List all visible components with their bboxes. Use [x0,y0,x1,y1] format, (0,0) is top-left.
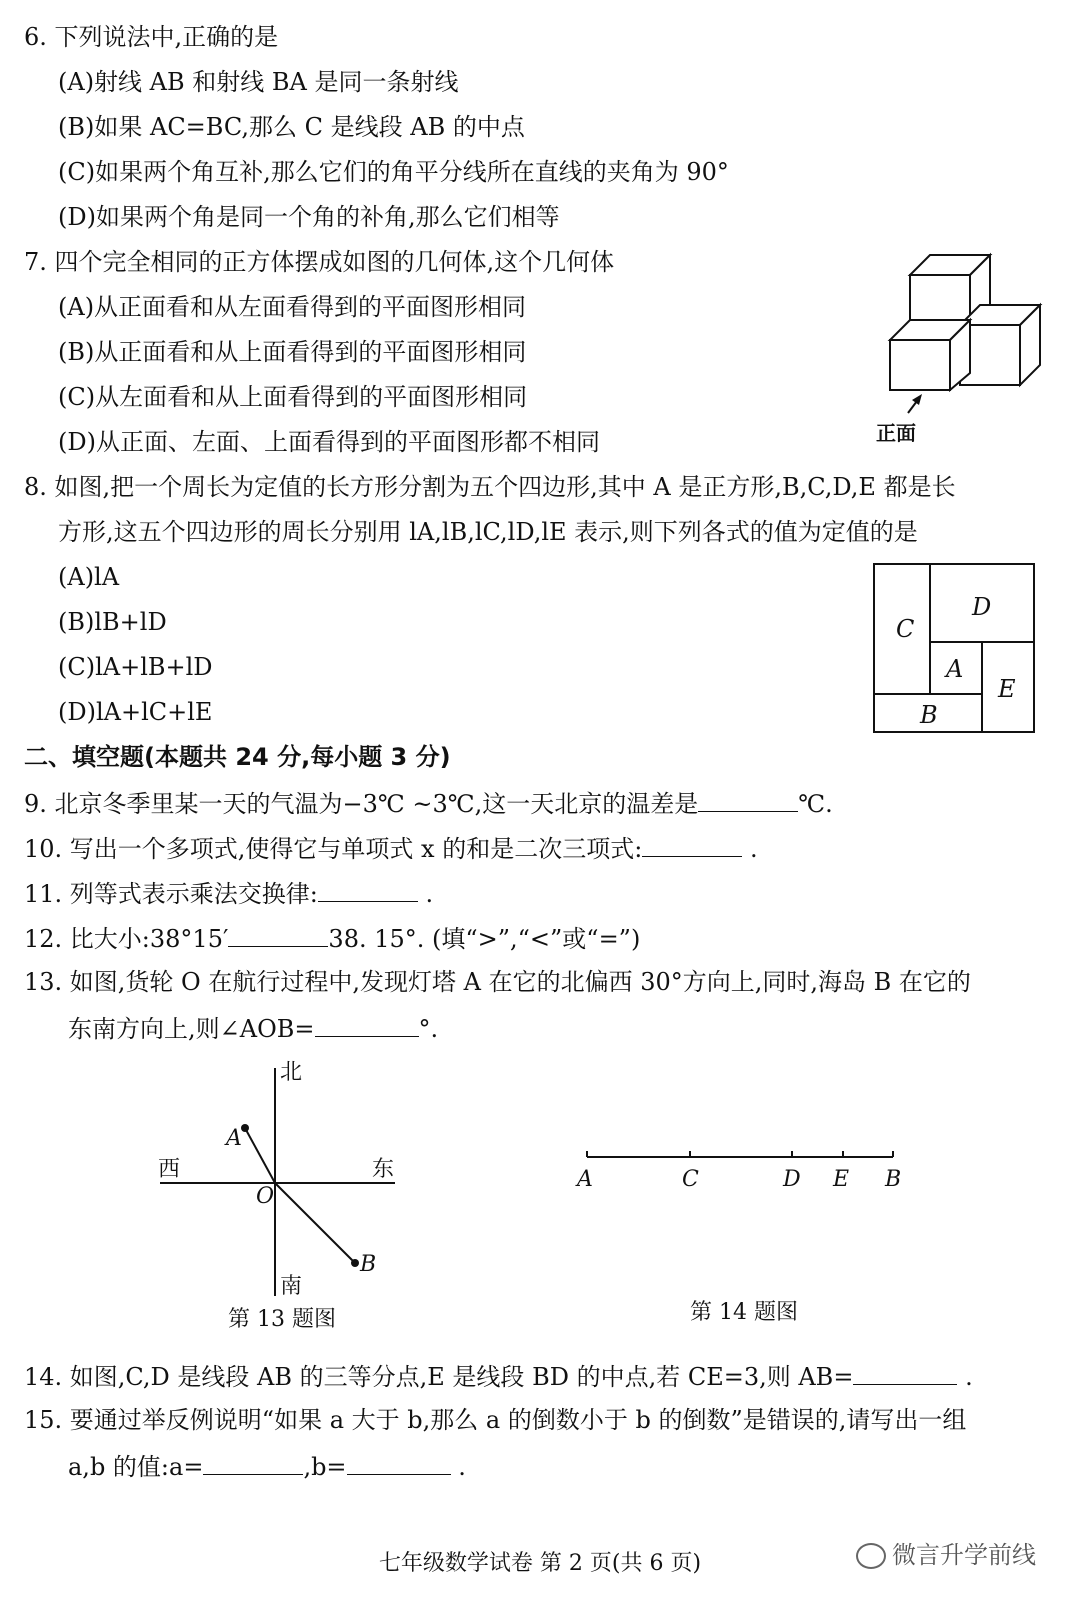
rectangle-partition-figure [872,562,1038,734]
q6-option-d: (D)如果两个角是同一个角的补角,那么它们相等 [58,203,560,231]
q12-answer-blank[interactable] [228,922,328,947]
q7-stem: 7. 四个完全相同的正方体摆成如图的几何体,这个几何体 [24,248,615,276]
q15-text-b: ,b= [303,1453,347,1481]
q8-option-d: (D)lA+lC+lE [58,698,213,726]
point-a-label: A [226,1126,242,1151]
q15-answer-b-blank[interactable] [347,1450,451,1475]
q13-answer-blank[interactable] [315,1012,419,1037]
q11 [24,877,433,909]
q14-figure-caption: 第 14 题图 [690,1300,798,1325]
q12-suffix: 38. 15°. (填“>”,“<”或“=”) [328,925,641,953]
point-b-label: B [360,1252,377,1277]
q14-suffix: . [965,1363,973,1391]
q15-suffix: . [458,1453,466,1481]
seg-point-b: B [885,1167,902,1192]
q10-suffix: . [749,835,758,863]
q14 [24,1360,973,1392]
q8-stem-line1: 8. 如图,把一个周长为定值的长方形分割为五个四边形,其中 A 是正方形,B,C,D,E 都是长 [24,473,956,501]
q7-option-d: (D)从正面、左面、上面看得到的平面图形都不相同 [58,428,600,456]
q10-answer-blank[interactable] [642,832,742,857]
q15-answer-a-blank[interactable] [203,1450,303,1475]
cubes-figure-label: 正面 [876,421,916,445]
point-o-label: O [256,1184,275,1209]
q14-segment-figure [575,1145,905,1192]
q8-option-c: (C)lA+lB+lD [58,653,213,681]
seg-point-d: D [783,1167,801,1192]
seg-point-a: A [577,1167,593,1192]
region-d-label: D [972,593,992,621]
region-c-label: C [896,615,915,643]
q13-suffix: °. [418,1015,439,1043]
q11-text: 11. 列等式表示乘法交换律: [24,880,318,908]
q11-suffix: . [425,880,434,908]
q10-text: 10. 写出一个多项式,使得它与单项式 x 的和是二次三项式: [24,835,643,863]
q6-option-b: (B)如果 AC=BC,那么 C 是线段 AB 的中点 [58,113,525,141]
q12-text: 12. 比大小:38°15′ [24,925,229,953]
watermark [856,1535,1036,1570]
q11-answer-blank[interactable] [318,877,418,902]
east-label: 东 [372,1157,395,1182]
seg-point-e: E [833,1167,850,1192]
section-heading: 二、填空题(本题共 24 分,每小题 3 分) [24,743,451,771]
q15-line2 [68,1450,466,1482]
q7-option-b: (B)从正面看和从上面看得到的平面图形相同 [58,338,527,366]
q14-answer-blank[interactable] [853,1360,957,1385]
wechat-icon [856,1543,886,1569]
q8-option-a: (A)lA [58,563,120,591]
seg-point-c: C [682,1167,699,1192]
q13-text: 东南方向上,则∠AOB= [68,1015,315,1043]
q6-stem: 6. 下列说法中,正确的是 [24,23,279,51]
region-e-label: E [998,675,1016,703]
region-a-label: A [946,655,964,683]
q10 [24,832,758,864]
q6-option-a: (A)射线 AB 和射线 BA 是同一条射线 [58,68,459,96]
q9-text: 9. 北京冬季里某一天的气温为−3℃ ~3℃,这一天北京的温差是 [24,790,699,818]
watermark-text: 微言升学前线 [892,1541,1036,1569]
q13-figure-caption: 第 13 题图 [228,1307,336,1332]
q8-stem-line2: 方形,这五个四边形的周长分别用 lA,lB,lC,lD,lE 表示,则下列各式的值为定值的是 [58,518,918,546]
q15-text-a: a,b 的值:a= [68,1453,204,1481]
q13-line1: 13. 如图,货轮 O 在航行过程中,发现灯塔 A 在它的北偏西 30°方向上,同时,海岛 B 在它的 [24,968,971,996]
north-label: 北 [280,1060,303,1085]
q13-line2 [68,1012,438,1044]
q9 [24,787,833,819]
q9-answer-blank[interactable] [698,787,798,812]
q7-option-c: (C)从左面看和从上面看得到的平面图形相同 [58,383,528,411]
south-label: 南 [280,1274,303,1299]
q7-option-a: (A)从正面看和从左面看得到的平面图形相同 [58,293,527,321]
q9-suffix: ℃. [798,790,833,818]
q6-option-c: (C)如果两个角互补,那么它们的角平分线所在直线的夹角为 90° [58,158,729,186]
q15-line1: 15. 要通过举反例说明“如果 a 大于 b,那么 a 的倒数小于 b 的倒数”是错误的,请写出一组 [24,1406,967,1434]
page-footer: 七年级数学试卷 第 2 页(共 6 页) [378,1551,702,1576]
q12 [24,922,640,954]
q13-compass-figure [150,1058,410,1303]
region-b-label: B [920,701,938,729]
q8-option-b: (B)lB+lD [58,608,167,636]
q14-text: 14. 如图,C,D 是线段 AB 的三等分点,E 是线段 BD 的中点,若 CE=3,则 AB= [24,1363,854,1391]
west-label: 西 [158,1157,181,1182]
